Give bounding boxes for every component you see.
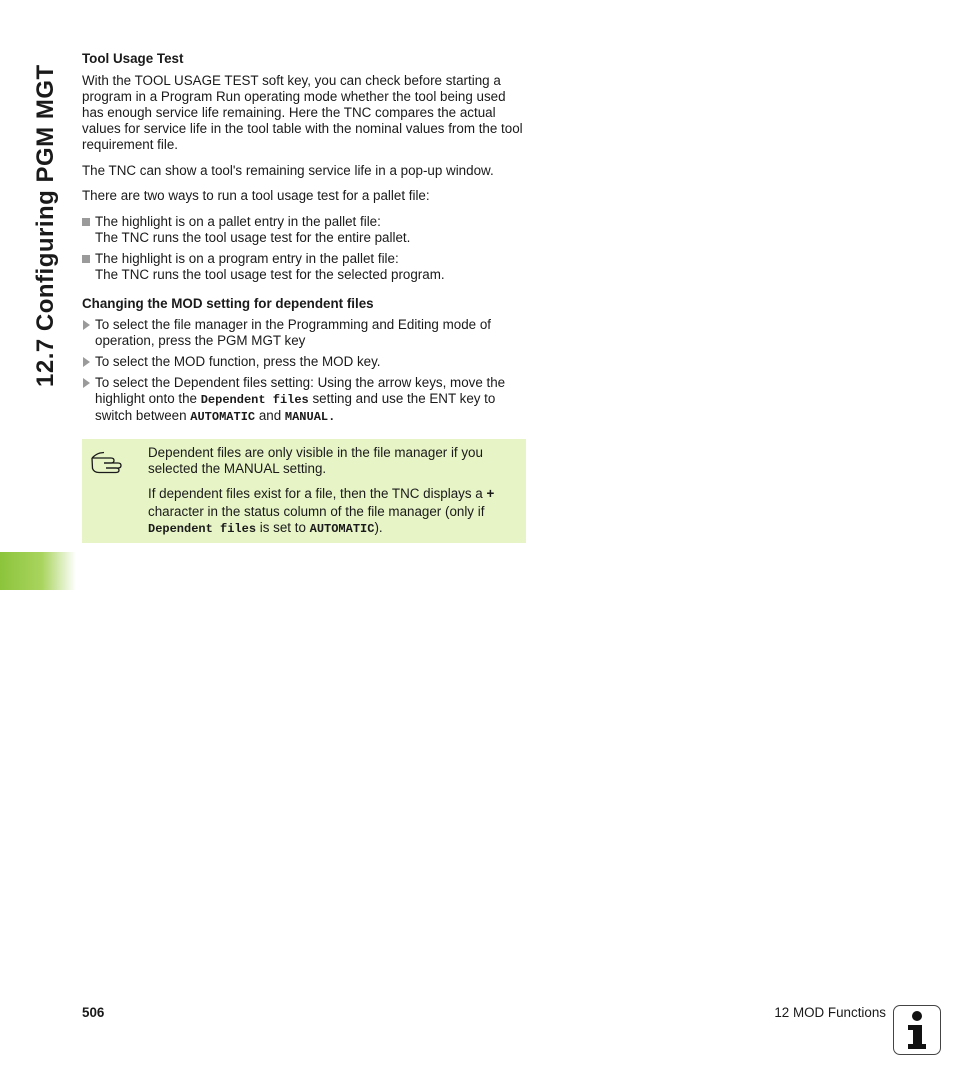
note-box: [82, 439, 526, 543]
pointing-hand-icon: [90, 449, 126, 475]
arrow-bullet-icon: [83, 378, 90, 388]
step-item: To select the Dependent files setting: Using the arrow keys, move the highlight onto the Dependent files setting and use the ENT key to switch between AUTOMATIC and MANUAL.: [82, 375, 528, 425]
code-automatic: AUTOMATIC: [309, 522, 375, 536]
arrow-bullet-icon: [83, 320, 90, 330]
code-dependent-files: Dependent files: [200, 393, 309, 407]
note-para-2: If dependent files exist for a file, then the TNC displays a + character in the status column of the file manager (only if Dependent files is set to AUTOMATIC).: [148, 486, 495, 536]
tool-usage-heading: Tool Usage Test: [82, 51, 184, 66]
side-section-title: 12.7 Configuring PGM MGT: [32, 64, 59, 387]
bullet-item: The highlight is on a program entry in the pallet file: The TNC runs the tool usage test for the selected program.: [82, 251, 528, 283]
square-bullet-icon: [82, 255, 90, 263]
info-i-glyph: [894, 1006, 939, 1053]
code-automatic: AUTOMATIC: [190, 410, 256, 424]
tool-usage-para-2: The TNC can show a tool's remaining service life in a pop-up window.: [82, 163, 494, 178]
code-manual: MANUAL.: [284, 410, 336, 424]
step-item: To select the file manager in the Programming and Editing mode of operation, press the PGM MGT key: [82, 317, 528, 349]
chapter-tab-marker: [0, 552, 76, 590]
info-icon: [893, 1005, 941, 1055]
note-text: [148, 445, 518, 537]
square-bullet-icon: [82, 218, 90, 226]
main-content: [82, 48, 528, 425]
tool-usage-para-3: There are two ways to run a tool usage test for a pallet file:: [82, 188, 430, 203]
mod-setting-heading: Changing the MOD setting for dependent files: [82, 296, 374, 311]
note-para-1: Dependent files are only visible in the file manager if you selected the MANUAL setting.: [148, 445, 483, 476]
arrow-bullet-icon: [83, 357, 90, 367]
page-number: 506: [82, 1005, 105, 1020]
step-item: To select the MOD function, press the MOD key.: [82, 354, 528, 370]
tool-usage-para-1: With the TOOL USAGE TEST soft key, you can check before starting a program in a Program Run operating mode whether the tool being used has enough service life remaining. Here the TNC compares the actual values for service life in the tool table with the nominal values from the tool requirement file.: [82, 73, 523, 152]
code-plus: +: [486, 488, 495, 503]
bullet-item: The highlight is on a pallet entry in the pallet file: The TNC runs the tool usage test for the entire pallet.: [82, 214, 528, 246]
chapter-label: 12 MOD Functions: [774, 1005, 886, 1020]
code-dependent-files: Dependent files: [148, 522, 257, 536]
